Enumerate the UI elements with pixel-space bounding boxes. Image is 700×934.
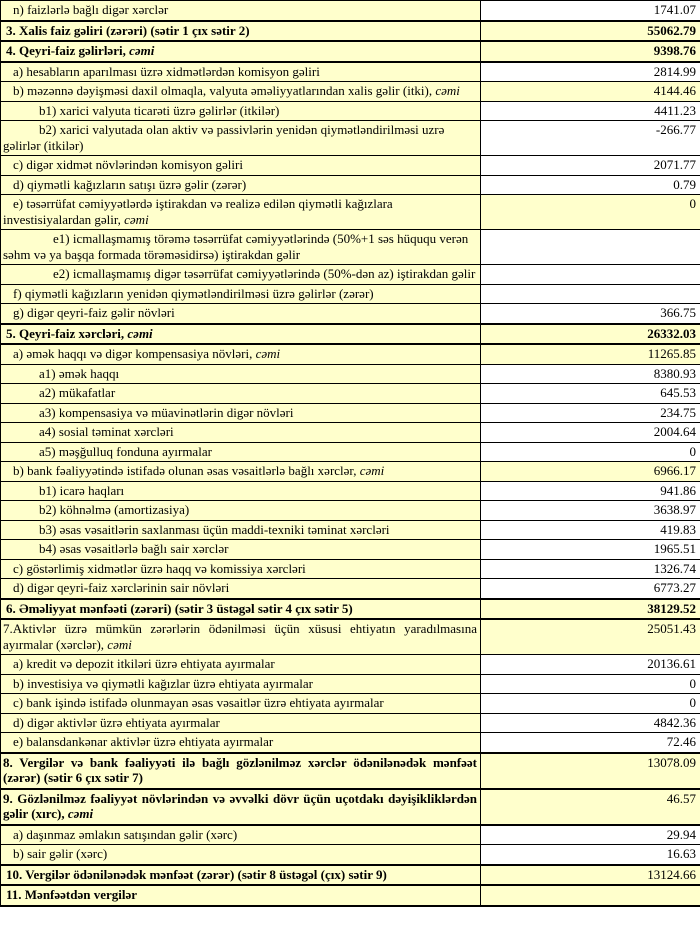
- table-row: [1, 619, 700, 655]
- cami-italic-suffix: cəmi: [359, 463, 385, 478]
- value-cell: 16.63: [481, 845, 700, 865]
- indicator-label: 10. Vergilər ödənilənədək mənfəət (zərər) (sətir 8 üstəgəl (çıx) sətir 9): [6, 866, 387, 882]
- cami-italic-suffix: cəmi: [127, 325, 153, 341]
- indicator-label: 3. Xalis faiz gəliri (zərəri) (sətir 1 çıx sətir 2): [6, 22, 250, 38]
- indicator-label: c) göstərlimiş xidmətlər üzrə haqq və komissiya xərcləri: [13, 560, 306, 576]
- table-row: [1, 82, 700, 102]
- financial-table-body: [1, 1, 700, 906]
- indicator-cell: [1, 41, 481, 62]
- indicator-cell: [1, 1, 481, 21]
- indicator-label: a) kredit və depozit itkiləri üzrə ehtiyata ayırmalar: [13, 656, 275, 671]
- value-cell: 9398.76: [481, 41, 700, 62]
- value-cell: 26332.03: [481, 324, 700, 345]
- table-row: [1, 885, 700, 906]
- indicator-cell: [1, 462, 481, 482]
- value-cell: 25051.43: [481, 619, 700, 655]
- table-row: [1, 423, 700, 443]
- table-row: [1, 384, 700, 404]
- value-cell: 4411.23: [481, 101, 700, 121]
- value-cell: [481, 885, 700, 906]
- indicator-label: a3) kompensasiya və müavinətlərin digər növləri: [39, 404, 294, 420]
- value-cell: 4842.36: [481, 713, 700, 733]
- indicator-label: b4) əsas vəsaitlərlə bağlı sair xərclər: [39, 541, 229, 556]
- indicator-label: b) məzənnə dəyişməsi daxil olmaqla, valyuta əməliyyatlarından xalis gəlir (itki),: [13, 83, 433, 98]
- indicator-label: a) əmək haqqı və digər kompensasiya növləri,: [13, 346, 253, 361]
- table-row: [1, 865, 700, 886]
- table-row: [1, 101, 700, 121]
- indicator-label: a) hesabların aparılması üzrə xidmətlərdən komisyon gəliri: [13, 63, 320, 79]
- value-cell: 1965.51: [481, 540, 700, 560]
- indicator-cell: [1, 284, 481, 304]
- indicator-cell: [1, 304, 481, 324]
- indicator-cell: [1, 82, 481, 102]
- indicator-label: 4. Qeyri-faiz gəlirləri,: [6, 43, 126, 58]
- indicator-cell: [1, 403, 481, 423]
- indicator-cell: [1, 195, 481, 230]
- indicator-label: f) qiymətli kağızların yenidən qiymətləndirilməsi üzrə gəlirlər (zərər): [13, 285, 374, 301]
- table-row: [1, 442, 700, 462]
- table-row: [1, 344, 700, 364]
- table-row: [1, 789, 700, 825]
- indicator-cell: [1, 694, 481, 714]
- indicator-label: g) digər qeyri-faiz gəlir növləri: [13, 305, 175, 320]
- table-row: [1, 733, 700, 753]
- table-row: [1, 462, 700, 482]
- indicator-cell: [1, 423, 481, 443]
- indicator-label: e) təsərrüfat cəmiyyətlərdə iştirakdan və realizə edilən qiymətli kağızlara investisiyalardan gəlir,: [3, 196, 393, 227]
- indicator-cell: [1, 674, 481, 694]
- indicator-cell: [1, 344, 481, 364]
- value-cell: 366.75: [481, 304, 700, 324]
- value-cell: [481, 230, 700, 265]
- indicator-label: b) bank fəaliyyətində istifadə olunan əsas vəsaitlərlə bağlı xərclər,: [13, 463, 357, 478]
- indicator-label: b) sair gəlir (xərc): [13, 846, 108, 861]
- indicator-cell: [1, 540, 481, 560]
- value-cell: 55062.79: [481, 21, 700, 42]
- cami-italic-suffix: cəmi: [107, 636, 132, 652]
- value-cell: 645.53: [481, 384, 700, 404]
- indicator-cell: [1, 655, 481, 675]
- table-row: [1, 284, 700, 304]
- indicator-cell: [1, 753, 481, 789]
- indicator-cell: [1, 559, 481, 579]
- value-cell: 13124.66: [481, 865, 700, 886]
- indicator-label: 7.Aktivlər üzrə mümkün zərərlərin ödənilməsi üçün xüsusi ehtiyatın yaradılmasına ayırmalar (xərclər),: [3, 621, 477, 652]
- value-cell: 1741.07: [481, 1, 700, 21]
- table-row: [1, 62, 700, 82]
- indicator-cell: [1, 789, 481, 825]
- indicator-label: d) digər aktivlər üzrə ehtiyata ayırmalar: [13, 714, 220, 730]
- cami-italic-suffix: cəmi: [255, 346, 281, 361]
- table-row: [1, 845, 700, 865]
- indicator-cell: [1, 364, 481, 384]
- indicator-label: n) faizlərlə bağlı digər xərclər: [13, 2, 169, 17]
- indicator-label: e2) icmallaşmamış digər təsərrüfat cəmiyyətlərində (50%-dən az) iştirakdan gəlir: [53, 266, 476, 281]
- value-cell: 6773.27: [481, 579, 700, 599]
- cami-italic-suffix: cəmi: [435, 83, 460, 98]
- value-cell: 0.79: [481, 175, 700, 195]
- indicator-label: 8. Vergilər və bank fəaliyyəti ilə bağlı gözlənilməz xərclər ödənilənədək mənfəət (zərər) (sətir 6 çıx sətir 7): [3, 754, 477, 785]
- cami-italic-suffix: cəmi: [129, 43, 155, 58]
- value-cell: 2071.77: [481, 156, 700, 176]
- indicator-label: 5. Qeyri-faiz xərcləri,: [6, 325, 125, 341]
- table-row: [1, 403, 700, 423]
- indicator-cell: [1, 501, 481, 521]
- value-cell: 0: [481, 674, 700, 694]
- indicator-cell: [1, 619, 481, 655]
- table-row: [1, 540, 700, 560]
- value-cell: 0: [481, 195, 700, 230]
- indicator-label: b) investisiya və qiymətli kağızlar üzrə ehtiyata ayırmalar: [13, 675, 313, 691]
- value-cell: 4144.46: [481, 82, 700, 102]
- table-row: [1, 195, 700, 230]
- indicator-label: c) bank işində istifadə olunmayan əsas vəsaitlər üzrə ehtiyata ayırmalar: [13, 695, 384, 710]
- indicator-cell: [1, 175, 481, 195]
- value-cell: 419.83: [481, 520, 700, 540]
- indicator-cell: [1, 62, 481, 82]
- table-row: [1, 501, 700, 521]
- indicator-label: 9. Gözlənilməz fəaliyyət növlərindən və əvvəlki dövr üçün uçotdakı dəyişikliklərdən gəlir (xırc),: [3, 790, 477, 821]
- indicator-cell: [1, 825, 481, 845]
- indicator-label: b3) əsas vəsaitlərin saxlanması üçün maddi-texniki təminat xərcləri: [39, 521, 390, 537]
- table-row: [1, 674, 700, 694]
- table-row: [1, 753, 700, 789]
- value-cell: 72.46: [481, 733, 700, 753]
- table-row: [1, 655, 700, 675]
- value-cell: [481, 265, 700, 285]
- table-row: [1, 156, 700, 176]
- table-row: [1, 324, 700, 345]
- value-cell: 0: [481, 694, 700, 714]
- value-cell: 234.75: [481, 403, 700, 423]
- indicator-label: a5) məşğulluq fonduna ayırmalar: [39, 443, 212, 459]
- indicator-cell: [1, 713, 481, 733]
- table-row: [1, 265, 700, 285]
- indicator-cell: [1, 324, 481, 345]
- indicator-label: e1) icmallaşmamış törəmə təsərrüfat cəmiyyətlərində (50%+1 səs hüququ verən səhm və ya başqa formada törəməsidirsə) iştirakdan gəlir: [3, 231, 469, 262]
- indicator-label: 11. Mənfəətdən vergilər: [6, 887, 138, 902]
- indicator-label: b2) köhnəlmə (amortizasiya): [39, 502, 190, 517]
- indicator-cell: [1, 265, 481, 285]
- table-row: [1, 599, 700, 620]
- indicator-label: d) qiymətli kağızların satışı üzrə gəlir (zərər): [13, 176, 247, 192]
- indicator-cell: [1, 101, 481, 121]
- value-cell: 46.57: [481, 789, 700, 825]
- table-row: [1, 230, 700, 265]
- indicator-label: 6. Əməliyyat mənfəəti (zərəri) (sətir 3 üstəgəl sətir 4 çıx sətir 5): [6, 600, 353, 616]
- table-row: [1, 579, 700, 599]
- value-cell: [481, 284, 700, 304]
- indicator-cell: [1, 520, 481, 540]
- indicator-cell: [1, 384, 481, 404]
- indicator-cell: [1, 156, 481, 176]
- value-cell: 2814.99: [481, 62, 700, 82]
- indicator-cell: [1, 121, 481, 156]
- indicator-cell: [1, 733, 481, 753]
- indicator-cell: [1, 230, 481, 265]
- indicator-cell: [1, 481, 481, 501]
- indicator-cell: [1, 599, 481, 620]
- indicator-cell: [1, 442, 481, 462]
- table-row: [1, 559, 700, 579]
- table-row: [1, 175, 700, 195]
- table-row: [1, 520, 700, 540]
- table-row: [1, 304, 700, 324]
- value-cell: 8380.93: [481, 364, 700, 384]
- indicator-cell: [1, 865, 481, 886]
- indicator-label: a1) əmək haqqı: [39, 365, 120, 381]
- indicator-label: d) digər qeyri-faiz xərclərinin sair növləri: [13, 580, 230, 595]
- value-cell: 6966.17: [481, 462, 700, 482]
- cami-italic-suffix: cəmi: [124, 211, 149, 227]
- indicator-label: e) balansdankənar aktivlər üzrə ehtiyata ayırmalar: [13, 734, 274, 749]
- value-cell: 941.86: [481, 481, 700, 501]
- value-cell: 13078.09: [481, 753, 700, 789]
- value-cell: 0: [481, 442, 700, 462]
- table-row: [1, 481, 700, 501]
- value-cell: 20136.61: [481, 655, 700, 675]
- indicator-label: b2) xarici valyutada olan aktiv və passivlərin yenidən qiymətləndirilməsi uzrə gəlirlər (itkilər): [3, 122, 445, 153]
- table-row: [1, 825, 700, 845]
- indicator-cell: [1, 579, 481, 599]
- table-row: [1, 1, 700, 21]
- value-cell: 29.94: [481, 825, 700, 845]
- value-cell: 38129.52: [481, 599, 700, 620]
- table-row: [1, 694, 700, 714]
- indicator-cell: [1, 845, 481, 865]
- indicator-cell: [1, 21, 481, 42]
- value-cell: 11265.85: [481, 344, 700, 364]
- cami-italic-suffix: cəmi: [67, 806, 94, 821]
- indicator-label: b1) xarici valyuta ticarəti üzrə gəlirlər (itkilər): [39, 102, 280, 118]
- indicator-label: a) daşınmaz əmlakın satışından gəlir (xərc): [13, 826, 238, 842]
- table-row: [1, 121, 700, 156]
- indicator-label: b1) icarə haqları: [39, 482, 125, 498]
- value-cell: 3638.97: [481, 501, 700, 521]
- value-cell: -266.77: [481, 121, 700, 156]
- indicator-label: c) digər xidmət növlərindən komisyon gəliri: [13, 157, 243, 172]
- value-cell: 2004.64: [481, 423, 700, 443]
- table-row: [1, 364, 700, 384]
- indicator-cell: [1, 885, 481, 906]
- indicator-label: a4) sosial təminat xərcləri: [39, 424, 174, 439]
- table-row: [1, 713, 700, 733]
- table-row: [1, 21, 700, 42]
- indicator-label: a2) mükafatlar: [39, 385, 116, 400]
- value-cell: 1326.74: [481, 559, 700, 579]
- table-row: [1, 41, 700, 62]
